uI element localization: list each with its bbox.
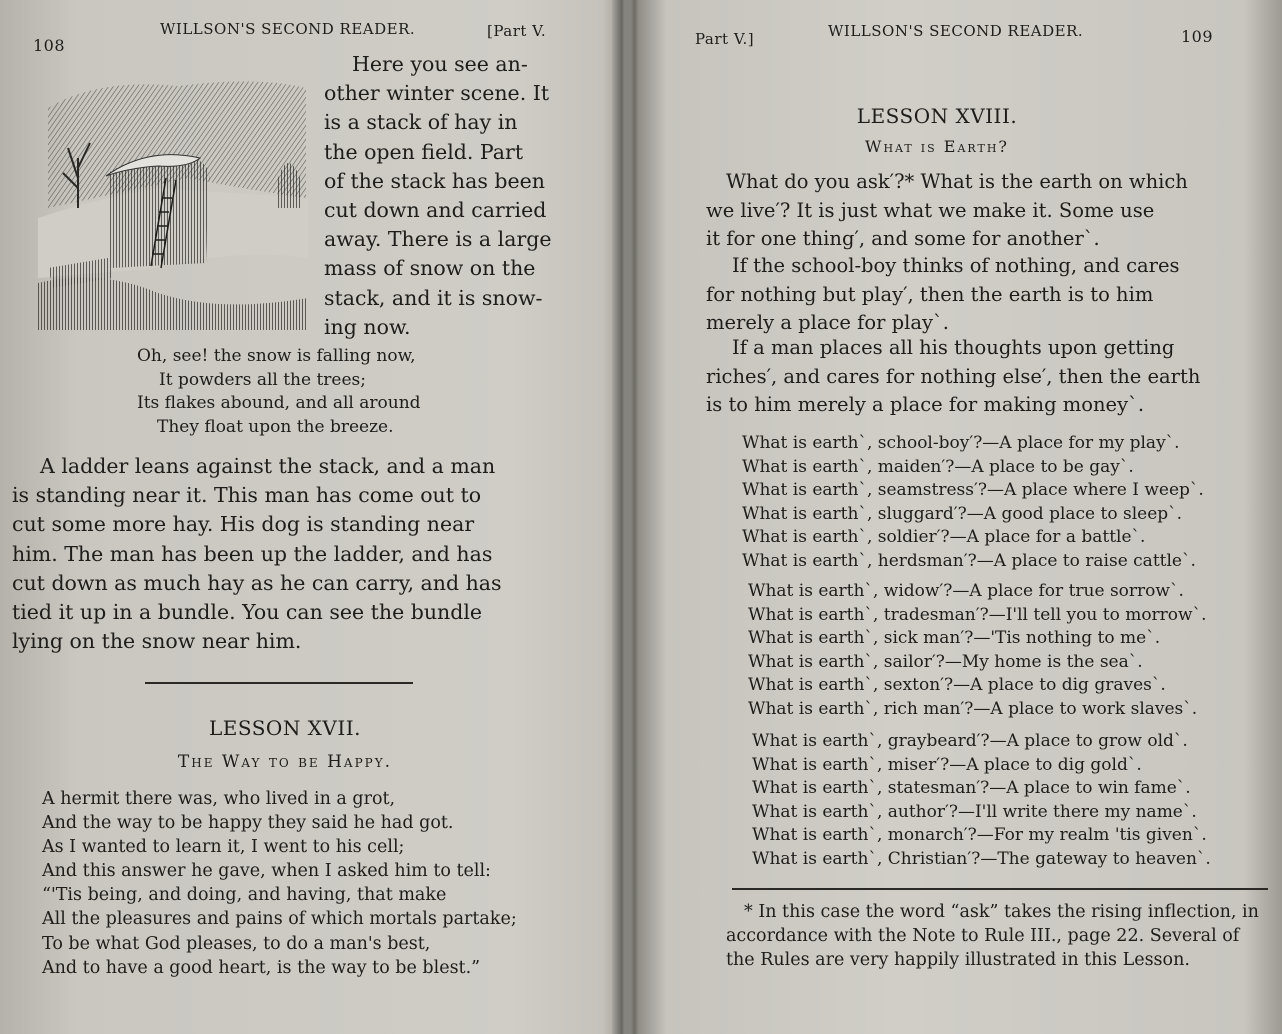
text-line: lying on the snow near him.	[12, 629, 302, 654]
text-line: is a stack of hay in	[324, 110, 518, 135]
verse-line: What is earthˋ, herdsman′?—A place to raise cattleˋ.	[742, 550, 1196, 571]
verse-line: What is earthˋ, statesman′?—A place to win fameˋ.	[752, 778, 1191, 799]
footnote	[726, 900, 1268, 972]
running-head: WILLSON'S SECOND READER.	[160, 20, 416, 38]
verse-line: What is earthˋ, monarch′?—For my realm 'tis givenˋ.	[752, 825, 1207, 846]
page-number: 108	[33, 36, 66, 55]
earth-paragraph-1	[706, 168, 1236, 254]
text-line: ing now.	[324, 314, 411, 339]
earth-paragraph-2	[706, 252, 1236, 338]
text-line: merely a place for playˋ.	[706, 311, 949, 334]
verse-line: What is earthˋ, widow′?—A place for true sorrowˋ.	[748, 581, 1184, 601]
text-line: is to him merely a place for making moneyˋ.	[706, 393, 1145, 416]
verse-line: What is earthˋ, sluggard′?—A good place to sleepˋ.	[742, 503, 1183, 524]
text-line: tied it up in a bundle. You can see the bundle	[12, 600, 483, 625]
text-line: If the school-boy thinks of nothing, and cares	[732, 254, 1180, 277]
verse-line: What is earthˋ, miser′?—A place to dig goldˋ.	[752, 754, 1142, 775]
verse-line: What is earthˋ, sailor′?—My home is the seaˋ.	[748, 651, 1143, 672]
running-head: WILLSON'S SECOND READER.	[828, 22, 1084, 40]
verse-line: They float upon the breeze.	[157, 416, 394, 437]
verse-line: What is earthˋ, soldier′?—A place for a battleˋ.	[742, 527, 1146, 548]
page-number: 109	[1181, 27, 1214, 46]
lesson-subtitle: The Way to be Happy.	[177, 752, 393, 772]
verse-line: Its flakes abound, and all around	[137, 393, 421, 413]
text-line: of the stack has been	[324, 168, 545, 193]
part-label: [Part V.	[487, 22, 547, 40]
footnote-line: accordance with the Note to Rule III., page 22. Several of	[726, 926, 1240, 946]
verse-line: It powders all the trees;	[159, 369, 367, 390]
poem-line: To be what God pleases, to do a man's best,	[42, 933, 431, 954]
verse-line: What is earthˋ, school-boy′?—A place for my playˋ.	[742, 433, 1180, 453]
hermit-poem	[42, 787, 517, 980]
text-line: it for one thing′, and some for anotherˋ.	[706, 227, 1100, 250]
earth-stanza-2	[748, 580, 1207, 722]
body-paragraph	[12, 452, 558, 656]
lesson-subtitle: What is Earth?	[865, 137, 1009, 156]
text-line: cut down and carried	[324, 198, 547, 223]
poem-line: And to have a good heart, is the way to be blest.”	[42, 957, 481, 978]
verse-line: What is earthˋ, sexton′?—A place to dig gravesˋ.	[748, 675, 1166, 696]
verse-line: What is earthˋ, rich man′?—A place to work slavesˋ.	[748, 698, 1198, 719]
part-label: Part V.]	[695, 30, 755, 48]
text-line: away. There is a large	[324, 227, 552, 252]
verse-line: What is earthˋ, graybeard′?—A place to grow oldˋ.	[752, 731, 1188, 751]
text-line: mass of snow on the	[324, 256, 536, 281]
book-gutter	[612, 0, 634, 1034]
verse-line: What is earthˋ, Christian′?—The gateway to heavenˋ.	[752, 848, 1211, 869]
text-line: is standing near it. This man has come out to	[12, 483, 482, 508]
text-line: What do you ask′?* What is the earth on which	[726, 170, 1188, 193]
verse-line: What is earthˋ, author′?—I'll write there my nameˋ.	[752, 801, 1197, 822]
winter-haystack-illustration	[38, 68, 310, 330]
poem-line: All the pleasures and pains of which mortals partake;	[42, 909, 517, 930]
earth-stanza-3	[752, 730, 1211, 872]
footnote-line: the Rules are very happily illustrated in this Lesson.	[726, 950, 1190, 970]
text-line: cut down as much hay as he can carry, and has	[12, 570, 502, 595]
poem-line: And this answer he gave, when I asked him to tell:	[42, 861, 491, 882]
verse-line: What is earthˋ, seamstress′?—A place where I weepˋ.	[742, 480, 1204, 501]
lesson-title: LESSON XVIII.	[856, 104, 1018, 128]
verse-line: What is earthˋ, maiden′?—A place to be gayˋ.	[742, 456, 1134, 477]
verse-line: What is earthˋ, sick man′?—'Tis nothing to meˋ.	[748, 628, 1161, 649]
text-line: stack, and it is snow-	[324, 285, 543, 310]
text-line: Here you see an-	[352, 52, 528, 76]
right-page	[632, 0, 1282, 1034]
lesson-title: LESSON XVII.	[208, 716, 362, 740]
text-line: riches′, and cares for nothing else′, then the earth	[706, 364, 1201, 388]
text-line: we live′? It is just what we make it. Some use	[706, 198, 1155, 222]
poem-line: A hermit there was, who lived in a grot,	[42, 789, 396, 809]
earth-stanza-1	[742, 432, 1204, 574]
poem-line: And the way to be happy they said he had got.	[42, 813, 454, 834]
text-line: If a man places all his thoughts upon getting	[732, 336, 1175, 359]
intro-paragraph	[324, 50, 554, 342]
earth-paragraph-3	[706, 334, 1236, 420]
poem-line: “'Tis being, and doing, and having, that make	[42, 885, 447, 906]
text-line: cut some more hay. His dog is standing near	[12, 512, 475, 537]
footnote-line: * In this case the word “ask” takes the rising inflection, in	[744, 902, 1259, 922]
verse-line: What is earthˋ, tradesman′?—I'll tell you to morrowˋ.	[748, 604, 1207, 625]
text-line: other winter scene. It	[324, 81, 550, 106]
section-divider	[145, 682, 413, 684]
verse-line: Oh, see! the snow is falling now,	[137, 346, 416, 366]
snow-verse	[137, 345, 421, 439]
poem-line: As I wanted to learn it, I went to his cell;	[42, 837, 405, 858]
text-line: him. The man has been up the ladder, and has	[12, 541, 493, 566]
footnote-divider	[732, 888, 1268, 890]
text-line: for nothing but play′, then the earth is to him	[706, 282, 1154, 306]
left-page	[0, 0, 615, 1034]
text-line: A ladder leans against the stack, and a man	[40, 454, 496, 478]
text-line: the open field. Part	[324, 139, 524, 164]
